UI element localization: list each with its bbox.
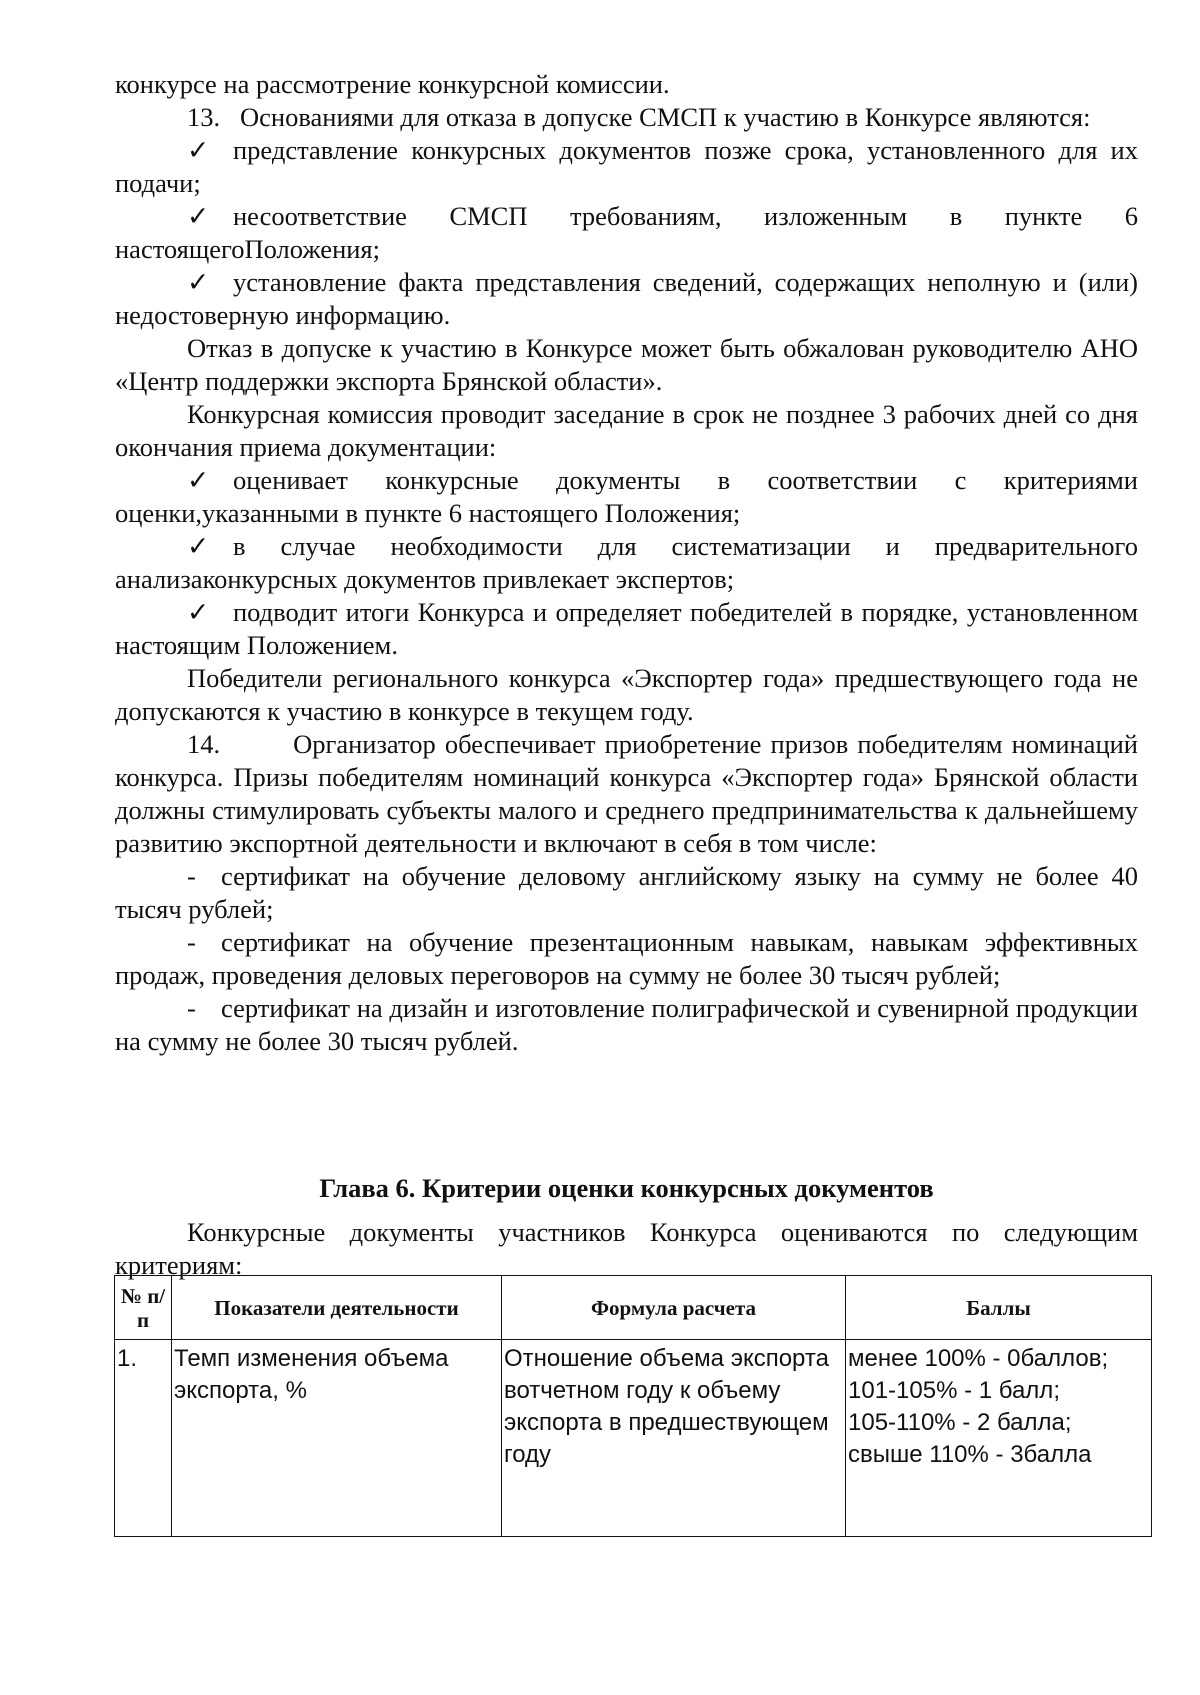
table-header-row <box>115 1276 1152 1340</box>
table-row <box>115 1340 1152 1537</box>
check-mark-icon: ✓ <box>187 135 210 165</box>
cell-indicator: Темп изменения объема экспорта, % <box>172 1340 502 1537</box>
header-number: № п/п <box>115 1276 172 1340</box>
bullet-item: ✓ в случае необходимости для систематизации и предварительного анализаконкурсных документов привлекает экспертов; <box>115 531 1138 594</box>
paragraph: Победители регионального конкурса «Экспортер года» предшествующего года не допускаются к участию в конкурсе в текущем году. <box>115 663 1138 726</box>
dash-icon: - <box>187 861 196 891</box>
check-mark-icon: ✓ <box>187 597 210 627</box>
dash-icon: - <box>187 927 196 957</box>
dash-item: - сертификат на дизайн и изготовление полиграфической и сувенирной продукции на сумму не более 30 тысяч рублей. <box>115 993 1138 1056</box>
chapter-heading: Глава 6. Критерии оценки конкурсных документов <box>319 1173 934 1203</box>
criteria-table <box>114 1275 1152 1537</box>
paragraph-item-14: 14. Организатор обеспечивает приобретение призов победителям номинаций конкурса. Призы победителям номинаций конкурса «Экспортер года» Брянской области должны стимулировать субъекты малого и среднего предпринимательства к дальнейшему развитию экспортной деятельности и включают в себя в том числе: <box>115 729 1138 858</box>
bullet-item: ✓ подводит итоги Конкурса и определяет победителей в порядке, установленном настоящим Положением. <box>115 597 1138 660</box>
bullet-item: ✓ несоответствие СМСП требованиям, изложенным в пункте 6 настоящегоПоложения; <box>115 201 1138 264</box>
paragraph-item-13: 13. Основаниями для отказа в допуске СМСП к участию в Конкурсе являются: <box>187 102 1091 132</box>
check-mark-icon: ✓ <box>187 531 210 561</box>
criteria-intro: Конкурсные документы участников Конкурса оцениваются по следующим критериям: <box>115 1217 1138 1280</box>
check-mark-icon: ✓ <box>187 465 210 495</box>
cell-formula: Отношение объема экспорта вотчетном году к объему экспорта в предшествующем году <box>502 1340 846 1537</box>
dash-icon: - <box>187 993 196 1023</box>
dash-item: - сертификат на обучение деловому английскому языку на сумму не более 40 тысяч рублей; <box>115 861 1138 924</box>
cell-points <box>846 1340 1152 1537</box>
dash-item: - сертификат на обучение презентационным навыкам, навыкам эффективных продаж, проведения деловых переговоров на сумму не более 30 тысяч рублей; <box>115 927 1138 990</box>
cell-number: 1. <box>115 1340 172 1537</box>
check-mark-icon: ✓ <box>187 267 210 297</box>
points-line: менее 100% - 0баллов; <box>848 1345 1109 1372</box>
points-line: 105-110% - 2 балла; <box>848 1409 1072 1436</box>
header-indicator: Показатели деятельности <box>172 1276 502 1340</box>
check-mark-icon: ✓ <box>187 201 210 231</box>
bullet-item: ✓ представление конкурсных документов позже срока, установленного для их подачи; <box>115 135 1138 198</box>
header-points: Баллы <box>846 1276 1152 1340</box>
points-line: свыше 110% - 3балла <box>848 1441 1092 1468</box>
points-line: 101-105% - 1 балл; <box>848 1377 1060 1404</box>
body-text <box>115 68 1138 1058</box>
bullet-item: ✓ установление факта представления сведений, содержащих неполную и (или) недостоверную информацию. <box>115 267 1138 330</box>
header-formula: Формула расчета <box>502 1276 846 1340</box>
bullet-item: ✓ оценивает конкурсные документы в соответствии с критериями оценки,указанными в пункте 6 настоящего Положения; <box>115 465 1138 528</box>
paragraph: конкурсе на рассмотрение конкурсной комиссии. <box>115 69 670 99</box>
paragraph: Отказ в допуске к участию в Конкурсе может быть обжалован руководителю АНО «Центр поддержки экспорта Брянской области». <box>115 333 1138 396</box>
paragraph: Конкурсная комиссия проводит заседание в срок не позднее 3 рабочих дней со дня окончания приема документации: <box>115 399 1138 462</box>
